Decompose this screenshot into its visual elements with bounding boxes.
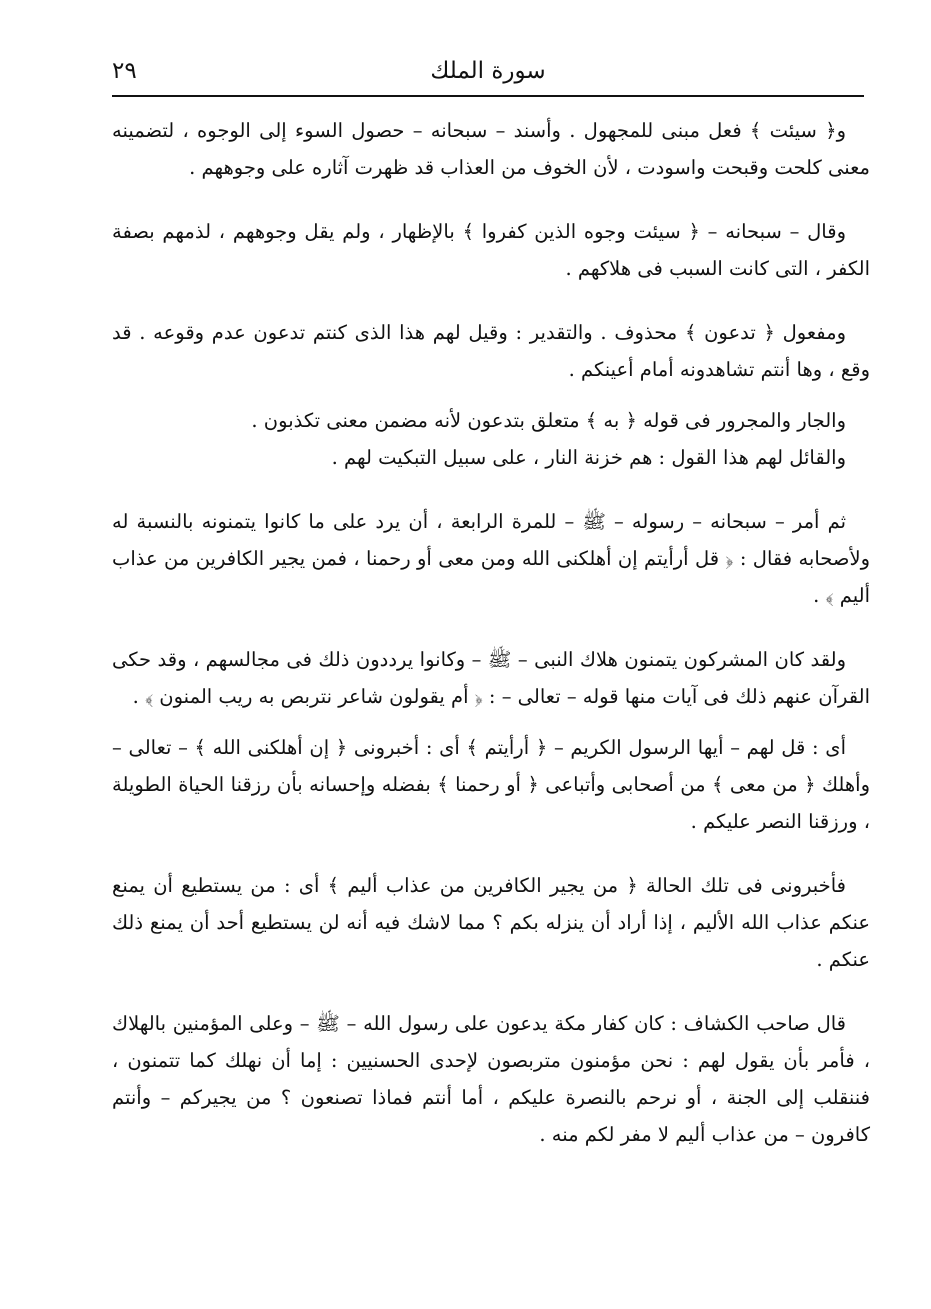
paragraph-5: والقائل لهم هذا القول : هم خزنة النار ، على سبيل التبكيت لهم . [331,446,846,469]
surah-title: سورة الملك [430,58,546,84]
paragraph-10: قال صاحب الكشاف : كان كفار مكة يدعون على رسول الله – ﷺ – وعلى المؤمنين بالهلاك ، فأمر بأن يقول لهم : نحن مؤمنون متربصون لإحدى الحسنيين : إما أن نهلك كما تتمنون ، فننقلب إلى الجنة ، أو نرحم بالنصرة عليكم ، أما أنتم فماذا تصنعون ؟ من يجيركم – وأنتم كافرون – من عذاب أليم لا مفر لكم منه . [112,1012,870,1146]
paragraph-7: ولقد كان المشركون يتمنون هلاك النبى – ﷺ – وكانوا يرددون ذلك فى مجالسهم ، وقد حكى القرآن عنهم ذلك فى آيات منها قوله – تعالى – : ﴿ أم يقولون شاعر نتربص به ريب المنون ﴾ . [112,648,870,708]
paragraph-1: و﴿ سيئت ﴾ فعل مبنى للمجهول . وأسند – سبحانه – حصول السوء إلى الوجوه ، لتضمينه معنى كلحت وقبحت واسودت ، لأن الخوف من العذاب قد ظهرت آثاره على وجوههم . [112,119,870,179]
running-head [112,56,864,92]
paragraph-2: وقال – سبحانه – ﴿ سيئت وجوه الذين كفروا ﴾ بالإظهار ، ولم يقل وجوههم ، لذمهم بصفة الكفر ، التى كانت السبب فى هلاكهم . [112,220,870,280]
paragraph-9: فأخبرونى فى تلك الحالة ﴿ من يجير الكافرين من عذاب أليم ﴾ أى : من يستطيع أن يمنع عنكم عذاب الله الأليم ، إذا أراد أن ينزله بكم ؟ مما لاشك فيه أنه لن يستطيع أحد أن يمنع ذلك عنكم . [112,874,870,971]
tafsir-body [112,112,870,1153]
page-number: ٢٩ [112,58,137,84]
paragraph-8: أى : قل لهم – أيها الرسول الكريم – ﴿ أرأيتم ﴾ أى : أخبرونى ﴿ إن أهلكنى الله ﴾ – تعالى – وأهلك ﴿ من معى ﴾ من أصحابى وأتباعى ﴿ أو رحمنا ﴾ بفضله وإحسانه بأن رزقنا الحياة الطويلة ، ورزقنا النصر عليكم . [112,736,870,833]
header-rule [112,95,864,97]
paragraph-6: ثم أمر – سبحانه – رسوله – ﷺ – للمرة الرابعة ، أن يرد على ما كانوا يتمنونه بالنسبة له ولأصحابه فقال : ﴿ قل أرأيتم إن أهلكنى الله ومن معى أو رحمنا ، فمن يجير الكافرين من عذاب أليم ﴾ . [112,510,870,607]
paragraph-3: ومفعول ﴿ تدعون ﴾ محذوف . والتقدير : وقيل لهم هذا الذى كنتم تدعون عدم وقوعه . قد وقع ، وها أنتم تشاهدونه أمام أعينكم . [112,321,870,381]
paragraph-4: والجار والمجرور فى قوله ﴿ به ﴾ متعلق بتدعون لأنه مضمن معنى تكذبون . [251,409,846,432]
